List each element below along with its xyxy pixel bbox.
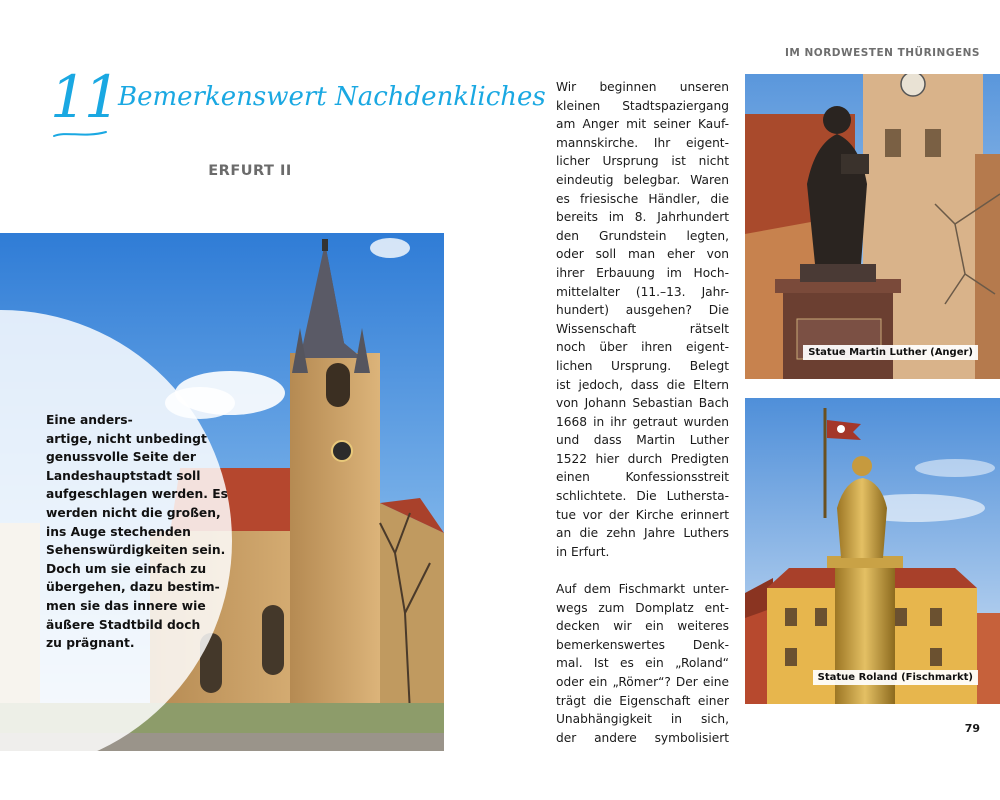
body-line: mannskirche. Ihr eigent-: [556, 135, 729, 150]
body-line: 1668 in ihr getraut wurden: [556, 414, 729, 429]
body-line: von Johann Sebastian Bach: [556, 396, 729, 411]
body-line: Auf dem Fischmarkt unter-: [556, 582, 729, 597]
intro-line: übergehen, dazu bestim-: [46, 580, 220, 595]
body-line: den Grundstein legten,: [556, 228, 729, 243]
intro-line: werden nicht die großen,: [46, 505, 221, 520]
body-line: bereits im 8. Jahrhundert: [556, 210, 729, 225]
intro-line: aufgeschlagen werden. Es: [46, 487, 228, 502]
chapter-number-underline: [52, 128, 108, 140]
intro-line: artige, nicht unbedingt: [46, 431, 207, 446]
intro-line: Doch um sie einfach zu: [46, 561, 207, 576]
body-line: bemerkenswertes Denk-: [556, 637, 729, 652]
body-line: Wir beginnen unseren: [556, 80, 729, 94]
body-line: es friesische Händler, die: [556, 191, 729, 206]
intro-line: men sie das innere wie: [46, 598, 206, 613]
body-line: 1522 hier durch Predigten: [556, 451, 729, 466]
body-line: wegs zum Domplatz ent-: [556, 600, 729, 615]
body-line: und dass Martin Luther: [556, 433, 729, 448]
body-line: der andere symbolisiert: [556, 730, 729, 745]
body-line: schlichtete. Die Luthersta-: [556, 489, 729, 504]
body-line: hundert) ausgehen? Die: [556, 303, 729, 318]
intro-line: zu prägnant.: [46, 636, 135, 651]
intro-line: äußere Stadtbild doch: [46, 617, 201, 632]
luther-photo: [745, 74, 1000, 379]
paragraph-gap: [556, 561, 729, 580]
body-line: Wissenschaft rätselt: [556, 321, 729, 336]
body-line: mittelalter (11.–13. Jahr-: [556, 284, 729, 299]
body-line: am Anger mit seiner Kauf-: [556, 117, 729, 132]
intro-line: Eine anders-: [46, 413, 133, 427]
roland-photo: [745, 398, 1000, 704]
intro-line: Landeshauptstadt soll: [46, 468, 201, 483]
body-line: trägt die Eigenschaft einer: [556, 693, 729, 708]
intro-line: ins Auge stechenden: [46, 524, 191, 539]
intro-line: genussvolle Seite der: [46, 450, 196, 465]
body-line: decken wir ein weiteres: [556, 619, 729, 634]
body-line: an die zehn Jahre Luthers: [556, 526, 729, 541]
chapter-title: Bemerkenswert Nachdenkliches: [118, 82, 546, 112]
body-line: mal. Ist es ein „Roland“: [556, 656, 729, 671]
chapter-subtitle: ERFURT II: [208, 163, 292, 179]
roland-caption: Statue Roland (Fischmarkt): [813, 670, 978, 685]
body-line: eindeutig belegbar. Waren: [556, 172, 729, 187]
page-number: 79: [964, 722, 980, 735]
body-text: [556, 78, 729, 747]
body-line: oder ein „Römer“? Der eine: [556, 675, 729, 689]
body-line: Unabhängigkeit in sich,: [556, 712, 729, 727]
intro-line: Sehenswürdigkeiten sein.: [46, 543, 226, 558]
body-line: ihrer Erbauung im Hoch-: [556, 265, 729, 280]
body-line: lichen Ursprung. Belegt: [556, 358, 729, 373]
body-line: kleinen Stadtspaziergang: [556, 98, 729, 113]
body-line: noch über ihren eigent-: [556, 340, 729, 355]
body-line: oder soll man eher von: [556, 247, 729, 262]
intro-text: [46, 411, 228, 653]
running-head: IM NORDWESTEN THÜRINGENS: [784, 47, 980, 59]
body-line: in Erfurt.: [556, 544, 610, 559]
luther-caption: Statue Martin Luther (Anger): [803, 345, 978, 360]
body-line: licher Ursprung ist nicht: [556, 154, 729, 169]
chapter-number: 11: [50, 63, 118, 131]
body-line: einen Konfessionsstreit: [556, 470, 729, 485]
body-line: ist jedoch, dass die Eltern: [556, 377, 729, 392]
body-line: tue vor der Kirche erinnert: [556, 507, 729, 522]
